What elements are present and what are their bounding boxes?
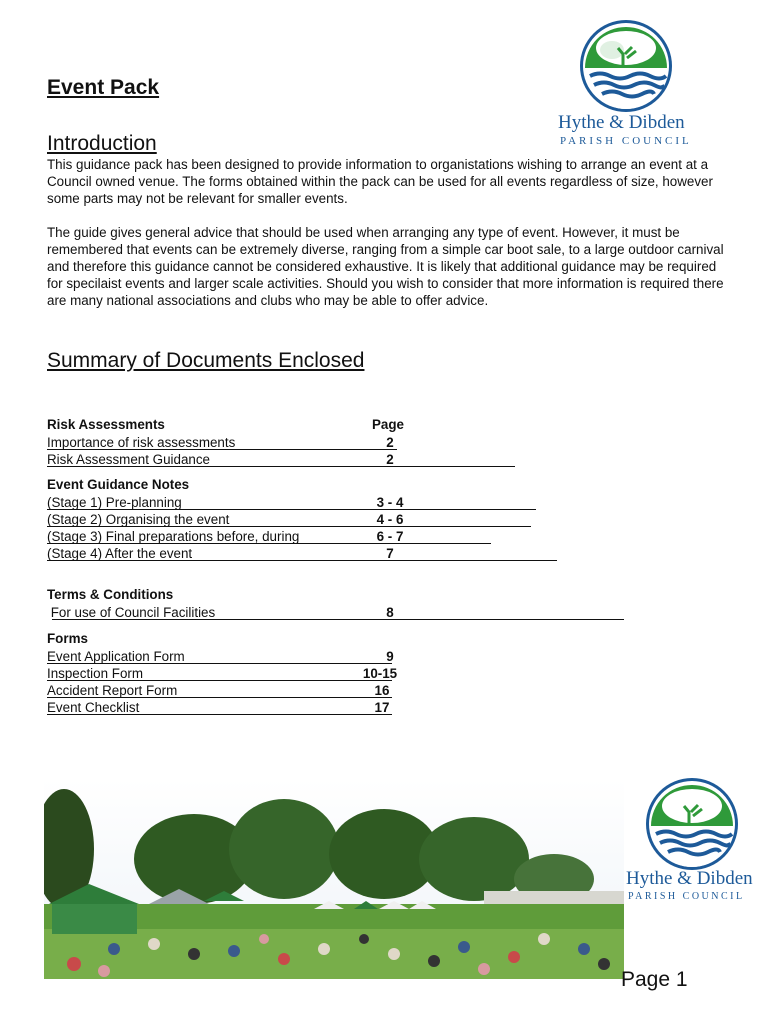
toc-page: 17	[374, 700, 390, 715]
page-column-header: Page	[372, 417, 405, 432]
toc-page: 10-15	[362, 666, 398, 681]
toc-underline	[47, 714, 392, 715]
toc-label[interactable]: Accident Report Form	[47, 683, 178, 698]
toc-page: 7	[386, 546, 394, 561]
section-title-risk: Risk Assessments	[47, 417, 165, 432]
event-photo	[44, 779, 624, 979]
toc-label[interactable]: Event Checklist	[47, 700, 140, 715]
toc-underline	[47, 663, 392, 664]
toc-page: 2	[386, 452, 394, 467]
toc-underline	[47, 697, 392, 698]
section-title-terms: Terms & Conditions	[47, 587, 174, 602]
toc-label[interactable]: (Stage 2) Organising the event	[47, 512, 230, 527]
toc-page: 4 - 6	[376, 512, 404, 527]
page-number: Page 1	[621, 968, 688, 991]
logo-name: Hythe & Dibden	[558, 112, 685, 133]
toc-label[interactable]: (Stage 3) Final preparations before, during	[47, 529, 300, 544]
intro-paragraph-2: The guide gives general advice that should be used when arranging any type of event. However, it must be remembered that events can be extremely diverse, ranging from a simple car boot sale, to a large outdoor carnival and therefore this guidance cannot be considered exhaustive. It is likely that additional guidance may be required for specilaist events and larger scale activities. Should you wish to consider that more information is required there are many national associations and clubs who may be able to offer advice.	[47, 225, 724, 308]
toc-label[interactable]: For use of Council Facilities	[47, 605, 216, 620]
toc-underline	[52, 619, 624, 620]
section-title-guidance: Event Guidance Notes	[47, 477, 190, 492]
intro-paragraph-1: This guidance pack has been designed to provide information to organistations wishing to arrange an event at a Council owned venue. The forms obtained within the pack can be used for all events regardless of size, however some parts may not be relevant for smaller events.	[47, 157, 713, 206]
toc-page: 16	[374, 683, 390, 698]
toc-page: 3 - 4	[376, 495, 404, 510]
toc-label[interactable]: (Stage 1) Pre-planning	[47, 495, 182, 510]
toc-underline	[47, 680, 392, 681]
toc-label[interactable]: (Stage 4) After the event	[47, 546, 193, 561]
toc-label[interactable]: Risk Assessment Guidance	[47, 452, 210, 467]
toc-label[interactable]: Inspection Form	[47, 666, 144, 681]
summary-heading: Summary of Documents Enclosed	[47, 349, 365, 372]
logo-name: Hythe & Dibden	[626, 868, 753, 889]
logo-subtitle: PARISH COUNCIL	[628, 891, 745, 902]
council-logo-bottom	[622, 776, 770, 906]
logo-subtitle: PARISH COUNCIL	[560, 135, 692, 147]
toc-label[interactable]: Importance of risk assessments	[47, 435, 236, 450]
intro-heading: Introduction	[47, 132, 157, 155]
section-title-forms: Forms	[47, 631, 88, 646]
toc-underline	[47, 543, 491, 544]
tree-seal-icon	[644, 776, 740, 872]
toc-page: 6 - 7	[376, 529, 404, 544]
toc-label[interactable]: Event Application Form	[47, 649, 185, 664]
page-title: Event Pack	[47, 76, 160, 99]
tree-seal-icon	[578, 18, 674, 114]
toc-page: 9	[386, 649, 394, 664]
toc-underline	[47, 526, 531, 527]
toc-underline	[47, 449, 397, 450]
toc-underline	[47, 509, 536, 510]
toc-page: 8	[386, 605, 394, 620]
toc-underline	[47, 560, 557, 561]
toc-underline	[47, 466, 515, 467]
council-logo-top	[556, 18, 706, 153]
toc-page: 2	[386, 435, 394, 450]
